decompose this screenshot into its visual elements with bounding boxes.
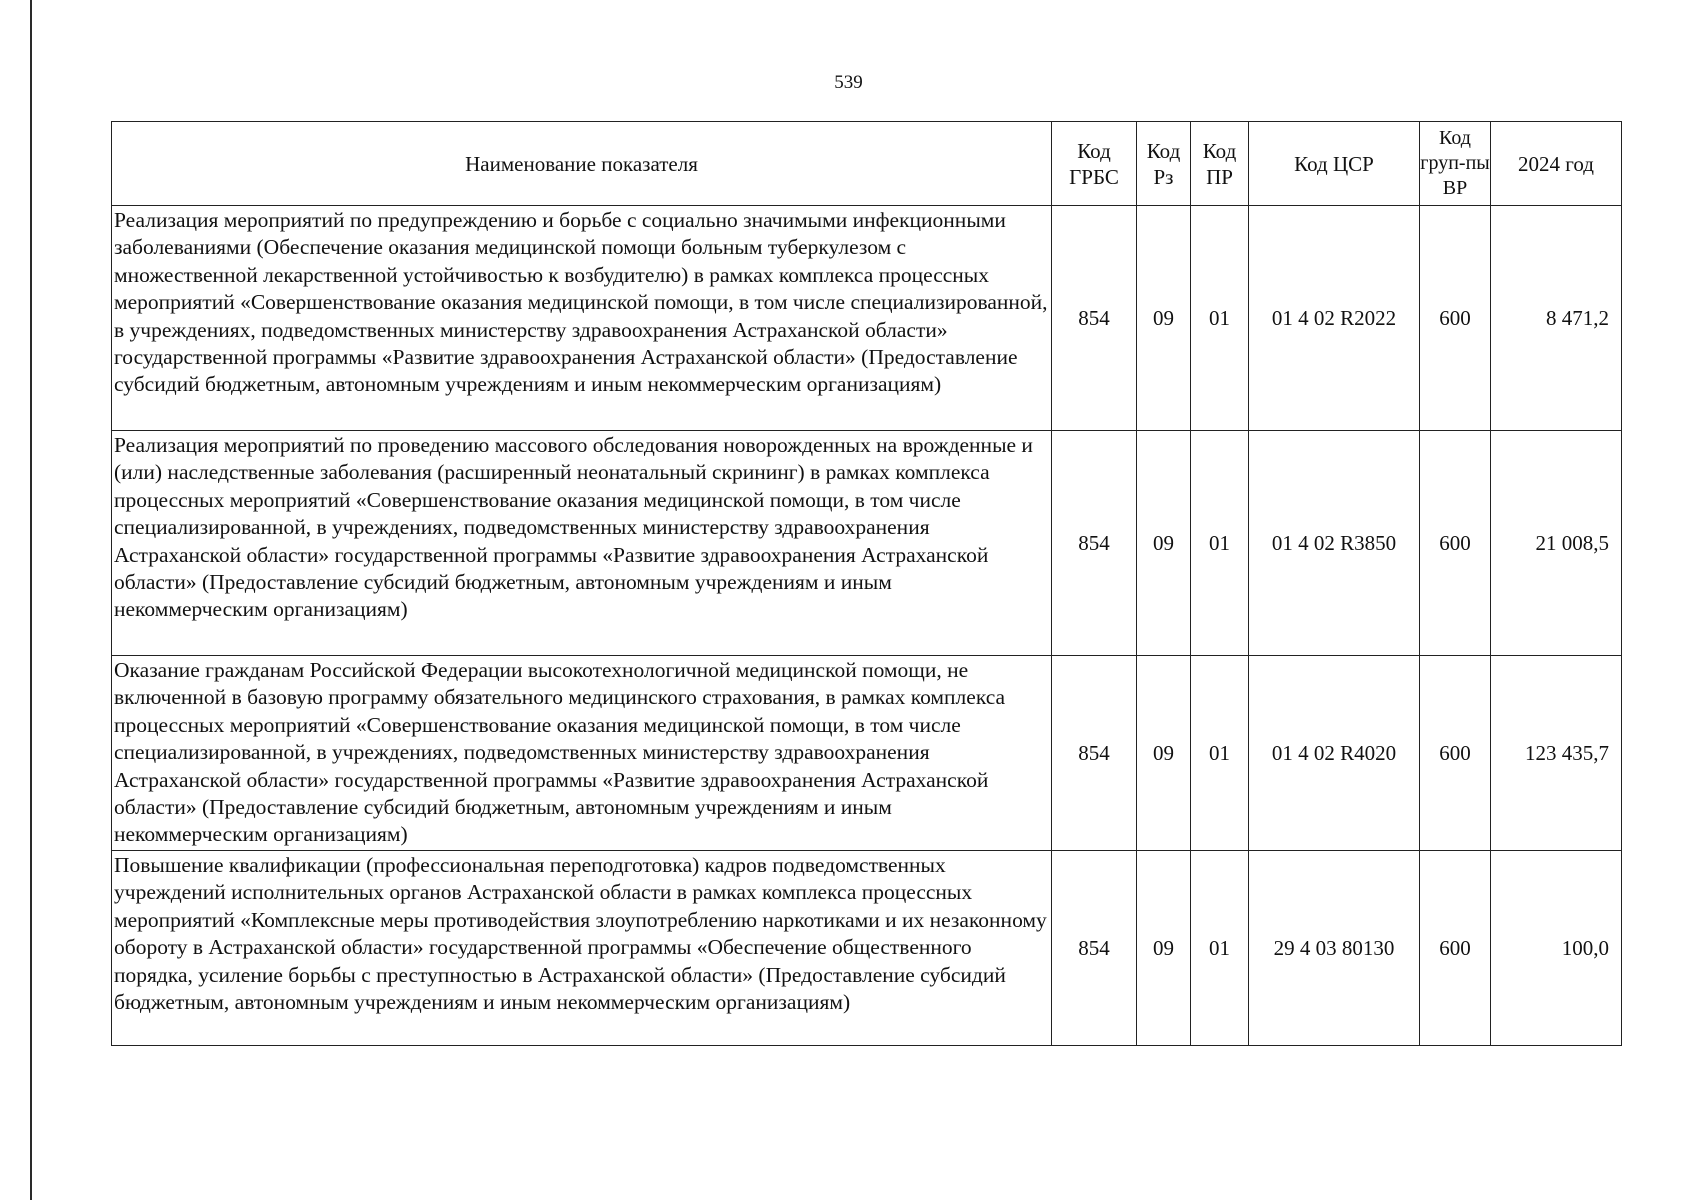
row-pr: 01 [1191, 431, 1249, 656]
row-amount: 100,0 [1491, 851, 1622, 1046]
page-binding-line [30, 0, 32, 1200]
row-amount: 123 435,7 [1491, 656, 1622, 851]
row-vr: 600 [1420, 656, 1491, 851]
table-row [112, 431, 1622, 656]
row-grbs: 854 [1052, 851, 1137, 1046]
row-rz: 09 [1137, 656, 1191, 851]
header-name: Наименование показателя [112, 122, 1052, 206]
row-name: Реализация мероприятий по предупреждению и борьбе с социально значимыми инфекционными заболеваниями (Обеспечение оказания медицинской помощи больным туберкулезом с множественной лекарственной устойчивостью к возбудителю) в рамках комплекса процессных мероприятий «Совершенствование оказания медицинской помощи, в том числе специализированной, в учреждениях, подведомственных министерству здравоохранения Астраханской области» государственной программы «Развитие здравоохранения Астраханской области» (Предоставление субсидий бюджетным, автономным учреждениям и иным некоммерческим организациям) [112, 206, 1052, 431]
row-pr: 01 [1191, 206, 1249, 431]
budget-table [111, 121, 1622, 1046]
row-vr: 600 [1420, 206, 1491, 431]
row-rz: 09 [1137, 431, 1191, 656]
row-csr: 01 4 02 R3850 [1249, 431, 1420, 656]
row-csr: 29 4 03 80130 [1249, 851, 1420, 1046]
header-pr: Код ПР [1191, 122, 1249, 206]
row-amount: 21 008,5 [1491, 431, 1622, 656]
table-header-row [112, 122, 1622, 206]
row-rz: 09 [1137, 851, 1191, 1046]
header-year: 2024 год [1491, 122, 1622, 206]
row-vr: 600 [1420, 431, 1491, 656]
table-row [112, 851, 1622, 1046]
table-row [112, 206, 1622, 431]
table-row [112, 656, 1622, 851]
row-pr: 01 [1191, 656, 1249, 851]
header-csr: Код ЦСР [1249, 122, 1420, 206]
row-csr: 01 4 02 R2022 [1249, 206, 1420, 431]
row-name: Повышение квалификации (профессиональная переподготовка) кадров подведомственных учреждений исполнительных органов Астраханской области в рамках комплекса процессных мероприятий «Комплексные меры противодействия злоупотреблению наркотиками и их незаконному обороту в Астраханской области» государственной программы «Обеспечение общественного порядка, усиление борьбы с преступностью в Астраханской области» (Предоставление субсидий бюджетным, автономным учреждениям и иным некоммерческим организациям) [112, 851, 1052, 1046]
row-name: Оказание гражданам Российской Федерации высокотехнологичной медицинской помощи, не включенной в базовую программу обязательного медицинского страхования, в рамках комплекса процессных мероприятий «Совершенствование оказания медицинской помощи, в том числе специализированной, в учреждениях, подведомственных министерству здравоохранения Астраханской области» государственной программы «Развитие здравоохранения Астраханской области» (Предоставление субсидий бюджетным, автономным учреждениям и иным некоммерческим организациям) [112, 656, 1052, 851]
row-name: Реализация мероприятий по проведению массового обследования новорожденных на врожденные и (или) наследственные заболевания (расширенный неонатальный скрининг) в рамках комплекса процессных мероприятий «Совершенствование оказания медицинской помощи, в том числе специализированной, в учреждениях, подведомственных министерству здравоохранения Астраханской области» государственной программы «Развитие здравоохранения Астраханской области» (Предоставление субсидий бюджетным, автономным учреждениям и иным некоммерческим организациям) [112, 431, 1052, 656]
row-grbs: 854 [1052, 206, 1137, 431]
page-number: 539 [834, 72, 863, 93]
row-vr: 600 [1420, 851, 1491, 1046]
row-grbs: 854 [1052, 431, 1137, 656]
row-amount: 8 471,2 [1491, 206, 1622, 431]
row-grbs: 854 [1052, 656, 1137, 851]
row-rz: 09 [1137, 206, 1191, 431]
header-grbs: Код ГРБС [1052, 122, 1137, 206]
header-vr: Код груп-пы ВР [1420, 122, 1491, 206]
header-rz: Код Рз [1137, 122, 1191, 206]
row-csr: 01 4 02 R4020 [1249, 656, 1420, 851]
row-pr: 01 [1191, 851, 1249, 1046]
